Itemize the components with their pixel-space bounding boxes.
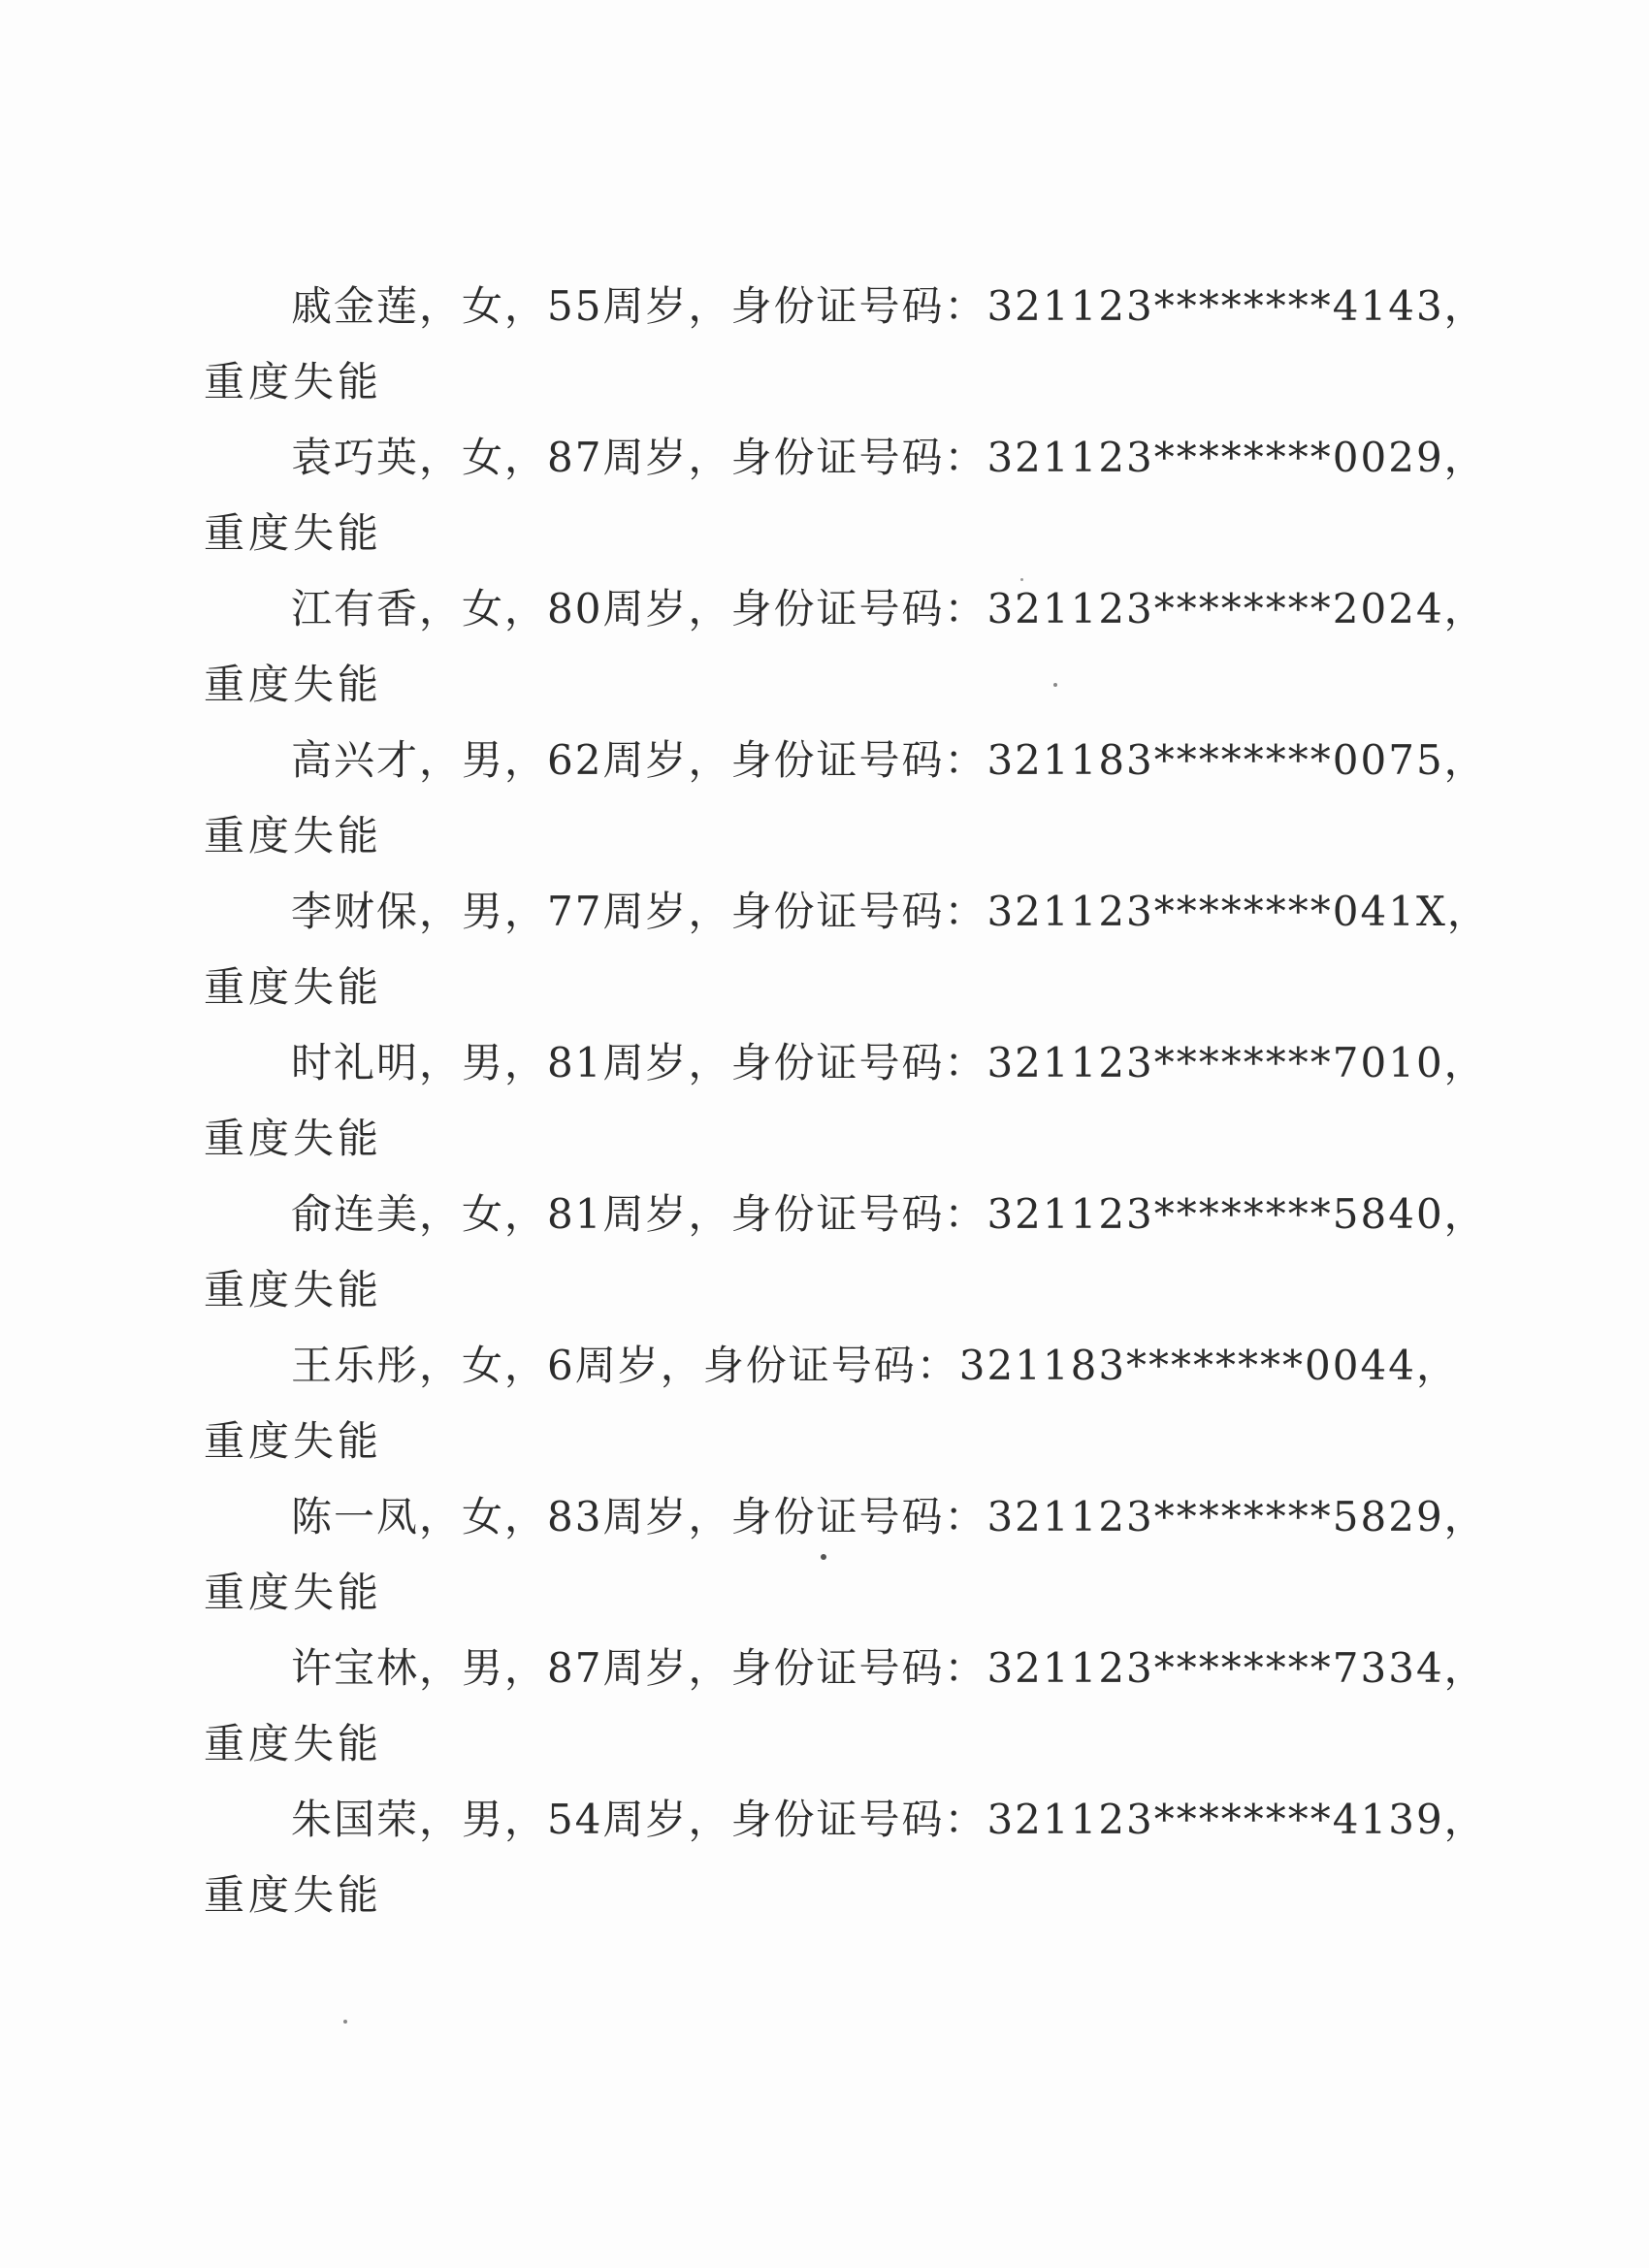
scan-speck xyxy=(821,1554,826,1560)
entry-status: 重度失能 xyxy=(204,509,383,557)
entry-detail: 江有香，女，80周岁，身份证号码：321123********2024， xyxy=(291,585,1487,632)
scan-speck xyxy=(1020,578,1023,581)
scan-speck xyxy=(1053,683,1057,687)
entry-detail: 王乐彤，女，6周岁，身份证号码：321183********0044， xyxy=(291,1342,1459,1389)
entry-detail: 高兴才，男，62周岁，身份证号码：321183********0075， xyxy=(291,736,1487,784)
entry-status: 重度失能 xyxy=(204,1871,383,1919)
entry-status: 重度失能 xyxy=(204,1417,383,1465)
list-item xyxy=(204,1039,1487,1191)
list-item xyxy=(204,585,1487,737)
list-item xyxy=(204,1796,1487,1948)
list-item xyxy=(204,1644,1487,1797)
entry-status: 重度失能 xyxy=(204,1115,383,1162)
entry-detail: 袁巧英，女，87周岁，身份证号码：321123********0029， xyxy=(291,434,1487,481)
entry-status: 重度失能 xyxy=(204,661,383,708)
list-item xyxy=(204,1190,1487,1343)
entry-detail: 李财保，男，77周岁，身份证号码：321123********041X， xyxy=(291,888,1490,935)
list-item xyxy=(204,736,1487,889)
entry-detail: 朱国荣，男，54周岁，身份证号码：321123********4139， xyxy=(291,1796,1487,1843)
list-item xyxy=(204,434,1487,586)
entry-status: 重度失能 xyxy=(204,1266,383,1313)
list-item xyxy=(204,1493,1487,1645)
entry-detail: 时礼明，男，81周岁，身份证号码：321123********7010， xyxy=(291,1039,1487,1086)
entry-detail: 陈一凤，女，83周岁，身份证号码：321123********5829， xyxy=(291,1493,1487,1540)
entry-list xyxy=(204,282,1490,1948)
entry-status: 重度失能 xyxy=(204,1720,383,1767)
entry-detail: 戚金莲，女，55周岁，身份证号码：321123********4143， xyxy=(291,282,1487,330)
list-item xyxy=(204,282,1487,435)
list-item xyxy=(204,888,1490,1040)
entry-detail: 许宝林，男，87周岁，身份证号码：321123********7334， xyxy=(291,1644,1487,1692)
scan-speck xyxy=(343,2020,347,2024)
entry-status: 重度失能 xyxy=(204,963,383,1011)
entry-status: 重度失能 xyxy=(204,358,383,405)
entry-status: 重度失能 xyxy=(204,1569,383,1616)
list-item xyxy=(204,1342,1459,1494)
entry-status: 重度失能 xyxy=(204,812,383,859)
entry-detail: 俞连美，女，81周岁，身份证号码：321123********5840， xyxy=(291,1190,1487,1238)
